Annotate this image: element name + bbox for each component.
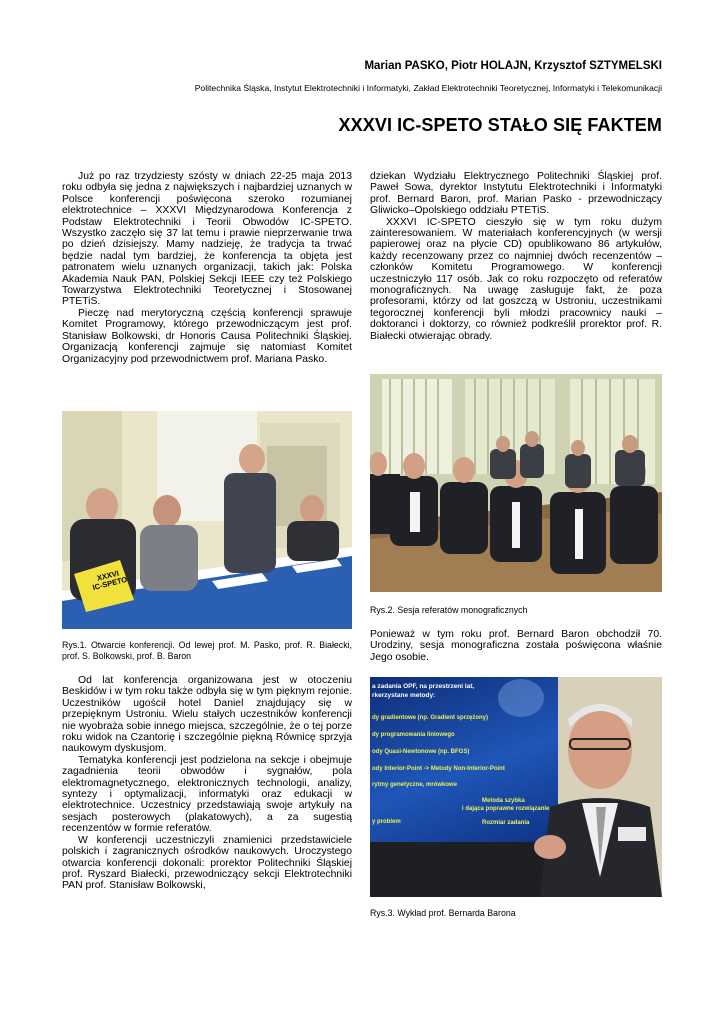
slide-line: ody Quasi-Newtonowe (np. BFGS) — [372, 749, 470, 755]
slide-line: i dająca poprawne rozwiązanie — [462, 806, 550, 812]
slide-line: dy programowania liniowego — [372, 732, 455, 738]
slide-line: y problem — [372, 819, 401, 825]
slide-line: rytmy genetyczne, mrówkowe — [372, 782, 458, 788]
column2-top — [370, 171, 662, 342]
figure1-caption: Rys.1. Otwarcie konferencji. Od lewej prof. M. Pasko, prof. R. Białecki, prof. S. Bolkowski, prof. B. Baron — [62, 640, 352, 661]
figure3-caption: Rys.3. Wykład prof. Bernarda Barona — [370, 908, 516, 918]
speaker-figure — [520, 677, 662, 897]
slide-line: rkerzystane metody: — [372, 692, 436, 699]
slide-line: Metoda szybka — [482, 798, 525, 804]
paragraph: Już po raz trzydziesty szósty w dniach 22-25 maja 2013 roku odbyła się jedna z największych i najbardziej uznanych w Polsce konferencji poświęcona szeroko rozumianej elektrotechnice – XXXVI Międzynarodowa Konferencja z Podstaw Elektrotechniki i Teorii Obwodów IC-SPETO. Wszystko zaczęło się 37 lat temu i prawie nieprzerwanie trwa po dzień dzisiejszy. Mamy nadzieję, że tradycja ta trwać będzie nadal tym bardziej, że konferencja ta objęta jest patronatem wielu uznanych organizacji, takich jak: Polska Akademia Nauk PAN, Polskiej Sekcji IEEE czy też Polskiego Towarzystwa Elektrotechniki Teoretycznej i Stosowanej PTETiS. — [62, 171, 352, 308]
authors: Marian PASKO, Piotr HOLAJN, Krzysztof SZTYMELSKI — [364, 60, 662, 72]
column1-top — [62, 171, 352, 365]
figure2-photo — [370, 374, 662, 592]
paragraph: Pieczę nad merytoryczną częścią konferencji sprawuje Komitet Programowy, którego przewodniczącym jest prof. Stanisław Bolkowski, dr Honoris Causa Politechniki Śląskiej. Organizacją konferencji zajmuje się natomiast Komitet Organizacyjny pod przewodnictwem prof. Mariana Pasko. — [62, 307, 352, 365]
slide-line: ody Interior-Point -> Metody Non-Interior-Point — [372, 766, 505, 772]
placard-label: XXXVI IC-SPETO — [91, 568, 129, 593]
paragraph: Od lat konferencja organizowana jest w otoczeniu Beskidów i w tym roku także odbyła się w tym pięknym rejonie. Uczestników ugościł hotel Daniel znajdujący się w przepięknym Ustroniu. Wielu stałych uczestników konferencji nie wyobraża sobie innego miejsca, szczególnie, że o tej porze roku widok na Czantorię i szczególnie piękną Równicę sprzyja naukowym dyskusjom. — [62, 675, 352, 755]
slide-line: Rozmiar zadania — [482, 820, 530, 826]
column2-bottom — [370, 629, 662, 663]
figure2-caption: Rys.2. Sesja referatów monograficznych — [370, 605, 528, 615]
affiliation: Politechnika Śląska, Instytut Elektrotechniki i Informatyki, Zakład Elektrotechniki Teoretycznej, Informatyki i Telekomunikacji — [194, 83, 662, 93]
paragraph: Tematyka konferencji jest podzielona na sekcje i obejmuje zagadnienia teorii obwodów i sygnałów, pola elektromagnetycznego, elektronicznych technologii, analizy, syntezy i optymalizacji, informatyki oraz edukacji w elektrotechnice. Uczestnicy przedstawiają swoje artykuły na sesjach posterowych (plakatowych), a za sugestią recenzentów w formie referatów. — [62, 754, 352, 835]
slide-line: dy gradientowe (np. Gradient sprzężony) — [372, 715, 489, 721]
figure3-photo — [370, 677, 662, 897]
paragraph: W konferencji uczestniczyli znamienici przedstawiciele polskich i zagranicznych ośrodków naukowych. Uroczystego otwarcia konferencji dokonali: prorektor Politechniki Śląskiej prof. Ryszard Białecki, przewodniczący sekcji Elektrotechniki PAN prof. Stanisław Bolkowski, — [62, 834, 352, 892]
paragraph: dziekan Wydziału Elektrycznego Politechniki Śląskiej prof. Paweł Sowa, dyrektor Instytutu Elektrotechniki i Informatyki prof. Bernard Baron, prof. Marian Pasko - przewodniczący Gliwicko–Opolskiego oddziału PTETiS. — [370, 171, 662, 217]
paragraph: Ponieważ w tym roku prof. Bernard Baron obchodził 70. Urodziny, sesja monograficzna została poświęcona właśnie Jego osobie. — [370, 629, 662, 663]
slide-line: a zadania OPF, na przestrzeni lat, — [372, 683, 475, 690]
column1-bottom — [62, 675, 352, 892]
article-title: XXXVI IC-SPETO STAŁO SIĘ FAKTEM — [338, 115, 662, 135]
conference-placard — [74, 560, 134, 612]
paragraph: XXXVI IC-SPETO cieszyło się w tym roku dużym zainteresowaniem. W materiałach konferencyjnych (w wersji papierowej oraz na płycie CD) opublikowano 86 artykułów, każdy recenzowany przez co najmniej dwóch recenzentów – członków Komitetu Programowego. W konferencji uczestniczyło 117 osób. Jak co roku rozpoczęto od referatów monograficznych. Na uwagę zasługuje fakt, że poza profesorami, którzy od lat goszczą w Ustroniu, uczestnikami tegorocznej konferencji byli młodzi pracownicy nauki – doktoranci i doktorzy, co również podkreślił prorektor prof. R. Białecki otwierając obrady. — [370, 216, 662, 342]
